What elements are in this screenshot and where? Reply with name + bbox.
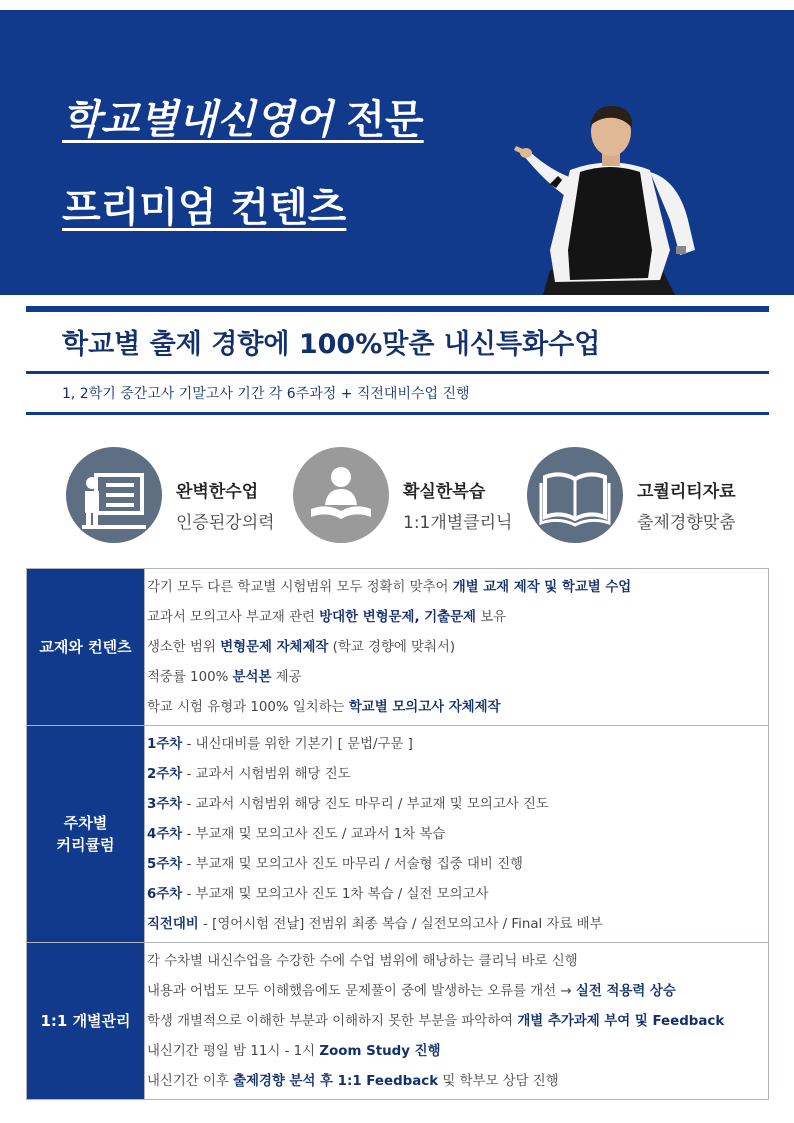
list-item: 학생 개별적으로 이해한 부분과 이해하지 못한 부분을 파악하여 개별 추가과제 부여 및 Feedback xyxy=(147,1014,725,1029)
list-item: 2주차 - 교과서 시험범위 해당 진도 xyxy=(147,767,351,782)
feature-title: 고퀄리티자료 xyxy=(637,482,736,502)
list-item: 교과서 모의고사 부교재 관련 방대한 변형문제, 기출문제 보유 xyxy=(147,610,507,625)
feature-materials xyxy=(527,447,767,543)
list-item: 1주차 - 내신대비를 위한 기본기 [ 문법/구문 ] xyxy=(147,737,413,752)
list-item: 내신기간 이후 출제경향 분석 후 1:1 Feedback 및 학부모 상담 진행 xyxy=(147,1074,559,1089)
table-row-management xyxy=(27,943,769,1100)
reading-person-icon xyxy=(293,447,389,543)
feature-subtitle: 인증된강의력 xyxy=(176,513,275,533)
section-label-materials: 교재와 컨텐츠 xyxy=(27,569,145,726)
presenter-photo xyxy=(510,100,720,295)
section-label-curriculum: 주차별 커리큘럼 xyxy=(27,726,145,943)
divider-thick xyxy=(26,306,769,312)
list-item: 내신기간 평일 밤 11시 - 1시 Zoom Study 진행 xyxy=(147,1044,441,1059)
feature-lesson xyxy=(66,447,296,543)
list-item: 생소한 범위 변형문제 자체제작 (학교 경향에 맞춰서) xyxy=(147,640,456,655)
section-content-materials xyxy=(145,569,769,726)
list-item: 3주차 - 교과서 시험범위 해당 진도 마무리 / 부교재 및 모의고사 진도 xyxy=(147,797,549,812)
list-item: 학교 시험 유형과 100% 일치하는 학교별 모의고사 자체제작 xyxy=(147,700,501,715)
hero-title-line1-italic: 학교별내신영어 xyxy=(62,96,333,143)
section-label-management: 1:1 개별관리 xyxy=(27,943,145,1100)
section-content-management xyxy=(145,943,769,1100)
list-item: 적중률 100% 분석본 제공 xyxy=(147,670,302,685)
feature-title: 완벽한수업 xyxy=(176,482,259,502)
hero-title-line2: 프리미엄 컨텐츠 xyxy=(62,184,347,231)
hero-title-line1 xyxy=(62,88,424,145)
list-item: 각 수차별 내신수업을 수강한 수에 수업 범위에 해낭하는 클리닉 바로 신행 xyxy=(147,954,578,969)
schedule-note: 1, 2학기 중간고사 기말고사 기간 각 6주과정 + 직전대비수업 진행 xyxy=(62,386,470,402)
feature-subtitle: 출제경향맞춤 xyxy=(637,513,736,533)
section-content-curriculum xyxy=(145,726,769,943)
feature-subtitle: 1:1개별클리닉 xyxy=(403,513,513,533)
table-row-curriculum xyxy=(27,726,769,943)
divider xyxy=(26,371,769,374)
info-table xyxy=(26,568,769,1100)
list-item: 5주차 - 부교재 및 모의고사 진도 마무리 / 서술형 집중 대비 진행 xyxy=(147,857,523,872)
list-item: 직전대비 - [영어시험 전날] 전범위 최종 복습 / 실전모의고사 / Final 자료 배부 xyxy=(147,917,603,932)
hero-banner xyxy=(0,10,794,295)
list-item: 6주차 - 부교재 및 모의고사 진도 1차 복습 / 실전 모의고사 xyxy=(147,887,489,902)
list-item: 4주차 - 부교재 및 모의고사 진도 / 교과서 1차 복습 xyxy=(147,827,446,842)
list-item: 내용과 어법도 모두 이해했음에도 문제풀이 중에 발생하는 오류를 개선 → 실전 적용력 상승 xyxy=(147,984,676,999)
lecture-board-icon xyxy=(66,447,162,543)
list-item: 각기 모두 다른 학교별 시험범위 모두 정확히 맞추어 개별 교재 제작 및 학교별 수업 xyxy=(147,580,632,595)
feature-title: 확실한복습 xyxy=(403,482,486,502)
headline: 학교별 출제 경향에 100%맞춘 내신특화수업 xyxy=(62,329,601,360)
open-book-icon xyxy=(527,447,623,543)
table-row-materials xyxy=(27,569,769,726)
hero-title-line1-rest: 전문 xyxy=(332,96,424,143)
feature-review xyxy=(293,447,533,543)
divider xyxy=(26,412,769,415)
